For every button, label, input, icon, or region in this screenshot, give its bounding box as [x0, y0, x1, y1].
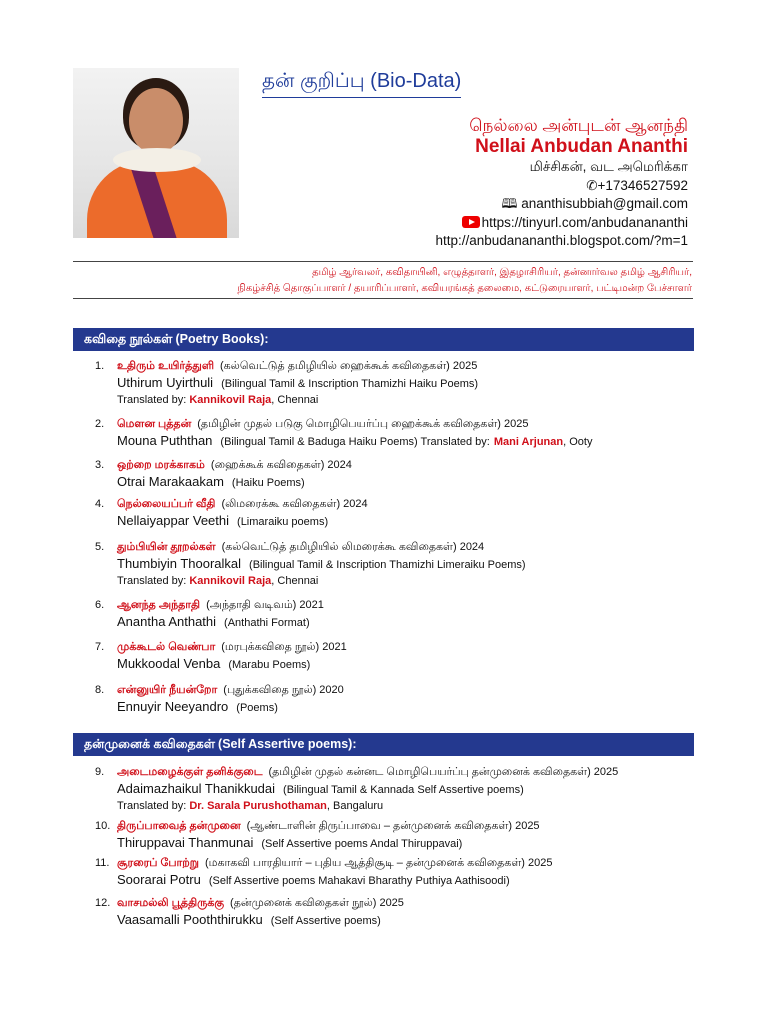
item-english-row [95, 655, 715, 674]
item-number: 3. [95, 459, 105, 471]
item-title-tamil: தும்பியின் தூறல்கள் [117, 541, 216, 553]
list-item [95, 598, 715, 632]
item-desc-english: (Haiku Poems) [231, 477, 305, 489]
item-title-english: Uthirum Uyirthuli [117, 375, 214, 390]
translator-place: , Ooty [563, 436, 593, 448]
item-tamil-row [95, 856, 715, 871]
item-title-tamil: வாசமல்லி பூத்திருக்கு [117, 897, 225, 909]
item-title-english: Anantha Anthathi [117, 614, 217, 629]
item-english-row [95, 613, 715, 632]
item-english-row [95, 911, 715, 930]
item-title-english: Mouna Puththan [117, 433, 213, 448]
roles-line-2: நிகழ்ச்சித் தொகுப்பாளர் / தயாரிப்பாளர், கவியரங்கத் தலைமை, கட்டுரையாளர், பட்டிமன்ற பேச்சாளர் [237, 283, 692, 294]
item-number: 8. [95, 684, 105, 696]
phone[interactable]: ✆+17346527592 [586, 177, 688, 193]
item-tamil-row [95, 819, 715, 834]
item-tamil-row [95, 540, 715, 555]
item-title-english: Thiruppavai Thanmunai [117, 835, 254, 850]
item-english-row [95, 834, 715, 853]
section-title: கவிதை நூல்கள் [84, 332, 173, 346]
item-title-english: Ennuyir Neeyandro [117, 699, 229, 714]
list-item [95, 765, 715, 813]
roles [238, 265, 692, 297]
item-tamil-row [95, 497, 715, 512]
list-item [95, 458, 715, 492]
item-tamil-row [95, 683, 715, 698]
item-title-english: Nellaiyappar Veethi [117, 513, 230, 528]
item-desc-english: (Limaraiku poems) [237, 516, 329, 528]
item-title-tamil: உதிரும் உயிர்த்துளி [117, 360, 214, 372]
item-desc-english: (Bilingual Tamil & Kannada Self Assertive poems) [283, 784, 524, 796]
item-desc-english: (Self Assertive poems Mahakavi Bharathy Puthiya Aathisoodi) [208, 875, 510, 887]
item-desc-english: (Bilingual Tamil & Inscription Thamizhi Haiku Poems) [221, 378, 479, 390]
section-subtitle: (Self Assertive poems): [218, 737, 357, 751]
bio-title: தன் குறிப்பு (Bio-Data) [262, 70, 461, 98]
item-desc-tamil: (ஆண்டாளின் திருப்பாவை – தன்முனைக் கவிதைகள்) 2025 [246, 820, 540, 832]
section-self-assertive [73, 733, 694, 756]
item-number: 10. [95, 820, 111, 832]
blog-link[interactable]: http://anbudanananthi.blogspot.com/?m=1 [435, 233, 688, 248]
item-tamil-row [95, 765, 715, 780]
list-item [95, 683, 715, 717]
item-title-tamil: சூரரைப் போற்று [117, 857, 199, 869]
item-english-row [95, 473, 715, 492]
contact-block [435, 116, 688, 251]
youtube-row [435, 214, 688, 233]
item-desc-tamil: (மரபுக்கவிதை நூல்) 2021 [221, 641, 347, 653]
list-item [95, 540, 715, 588]
item-desc-tamil: (கல்வெட்டுத் தமிழியில் ஹைக்கூக் கவிதைகள்) 2025 [219, 360, 478, 372]
item-title-english: Thumbiyin Thooralkal [117, 556, 242, 571]
item-desc-english: (Self Assertive poems) [270, 915, 381, 927]
item-title-tamil: முக்கூடல் வெண்பா [117, 641, 216, 653]
translator-label: Translated by: [117, 800, 187, 812]
item-title-tamil: நெல்லையப்பர் வீதி [117, 498, 216, 510]
item-number: 11. [95, 857, 110, 869]
translator-place: , Chennai [271, 394, 319, 406]
item-number: 9. [95, 766, 105, 778]
item-title-tamil: ஆனந்த அந்தாதி [117, 599, 201, 611]
item-desc-tamil: (தன்முனைக் கவிதைகள் நூல்) 2025 [230, 897, 404, 909]
name-tamil: நெல்லை அன்புடன் ஆனந்தி [469, 116, 688, 135]
section-poetry-books [73, 328, 694, 351]
item-number: 12. [95, 897, 111, 909]
item-tamil-row [95, 417, 715, 432]
item-number: 4. [95, 498, 105, 510]
list-item [95, 640, 715, 674]
item-desc-tamil: (தமிழின் முதல் கன்னட மொழிபெயர்ப்பு தன்முனைக் கவிதைகள்) 2025 [268, 766, 619, 778]
item-number: 2. [95, 418, 105, 430]
list-item [95, 819, 715, 853]
youtube-icon [462, 216, 480, 228]
section-title: தன்முனைக் கவிதைகள் [84, 737, 216, 751]
item-desc-english: (Poems) [236, 702, 278, 714]
item-number: 6. [95, 599, 105, 611]
email[interactable]: 🕮 ananthisubbiah@gmail.com [501, 196, 688, 211]
item-desc-tamil: (மகாகவி பாரதியார் – புதிய ஆத்திசூடி – தன்முனைக் கவிதைகள்) 2025 [204, 857, 553, 869]
translator-label: Translated by: [117, 394, 187, 406]
photo-garland [113, 148, 201, 172]
translator-name: Dr. Sarala Purushothaman [189, 800, 327, 812]
translator-label: Translated by: [117, 575, 187, 587]
location: மிச்சிகன், வட அமெரிக்கா [529, 159, 688, 174]
item-tamil-row [95, 640, 715, 655]
item-english-row [95, 555, 715, 574]
item-tamil-row [95, 359, 715, 374]
item-desc-tamil: (தமிழின் முதல் படுகு மொழிபெயர்ப்பு ஹைக்கூக் கவிதைகள்) 2025 [197, 418, 529, 430]
item-title-tamil: அடைமழைக்குள் தனிக்குடை [117, 766, 263, 778]
translator-place: , Bangaluru [326, 800, 384, 812]
item-desc-english: (Anthathi Format) [224, 617, 310, 629]
item-desc-english: (Bilingual Tamil & Baduga Haiku Poems) Translated by: [220, 436, 490, 448]
list-item [95, 497, 715, 531]
item-title-tamil: திருப்பாவைத் தன்முனை [117, 820, 241, 832]
item-desc-tamil: (லிமரைக்கூ கவிதைகள்) 2024 [221, 498, 368, 510]
item-desc-tamil: (புதுக்கவிதை நூல்) 2020 [223, 684, 344, 696]
translator-name: Mani Arjunan [493, 436, 564, 448]
name-english: Nellai Anbudan Ananthi [475, 136, 688, 157]
item-number: 7. [95, 641, 105, 653]
item-english-row [95, 374, 715, 393]
item-desc-tamil: (அந்தாதி வடிவம்) 2021 [206, 599, 324, 611]
list-item [95, 856, 715, 890]
item-number: 5. [95, 541, 105, 553]
item-title-tamil: மௌன புத்தன் [117, 418, 192, 430]
item-title-tamil: ஒற்றை மரக்காகம் [117, 459, 205, 471]
item-title-english: Soorarai Potru [117, 872, 201, 887]
item-english-row [95, 780, 715, 799]
translator-place: , Chennai [271, 575, 319, 587]
item-title-english: Otrai Marakaakam [117, 474, 224, 489]
item-title-english: Mukkoodal Venba [117, 656, 221, 671]
item-translator-row [95, 799, 715, 813]
item-tamil-row [95, 458, 715, 473]
item-english-row [95, 698, 715, 717]
list-item [95, 359, 715, 407]
item-title-english: Adaimazhaikul Thanikkudai [117, 781, 276, 796]
translator-name: Kannikovil Raja [189, 575, 272, 587]
item-desc-english: (Self Assertive poems Andal Thiruppavai) [261, 838, 463, 850]
item-tamil-row [95, 598, 715, 613]
item-english-row [95, 432, 715, 451]
divider-bottom [73, 298, 693, 299]
profile-photo [73, 68, 239, 238]
item-english-row [95, 871, 715, 890]
roles-line-1: தமிழ் ஆர்வலர், கவிதாயினி, எழுத்தாளர், இதழாசிரியர், தன்னார்வல தமிழ் ஆசிரியர், [312, 267, 692, 278]
list-item [95, 417, 715, 451]
item-desc-tamil: (ஹைக்கூக் கவிதைகள்) 2024 [210, 459, 352, 471]
item-english-row [95, 512, 715, 531]
item-translator-row [95, 574, 715, 588]
list-item [95, 896, 715, 930]
divider-top [73, 261, 693, 262]
item-title-tamil: என்னுயிர் நீயன்றோ [117, 684, 218, 696]
item-number: 1. [95, 360, 105, 372]
item-translator-row [95, 393, 715, 407]
item-desc-tamil: (கல்வெட்டுத் தமிழியில் லிமரைக்கூ கவிதைகள்) 2024 [221, 541, 485, 553]
photo-face [129, 88, 183, 154]
item-desc-english: (Bilingual Tamil & Inscription Thamizhi Limeraiku Poems) [249, 559, 526, 571]
item-title-english: Vaasamalli Pooththirukku [117, 912, 263, 927]
translator-name: Kannikovil Raja [189, 394, 272, 406]
section-subtitle: (Poetry Books): [175, 332, 269, 346]
youtube-link[interactable]: https://tinyurl.com/anbudanananthi [481, 214, 688, 230]
item-desc-english: (Marabu Poems) [228, 659, 311, 671]
item-tamil-row [95, 896, 715, 911]
